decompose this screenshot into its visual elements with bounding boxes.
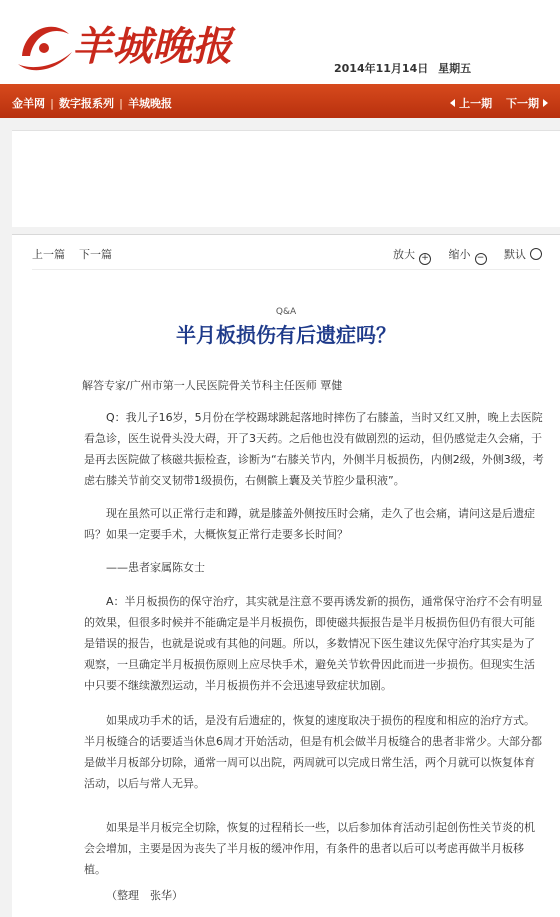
triangle-left-icon — [450, 99, 455, 107]
zoom-out-button[interactable] — [449, 248, 487, 261]
nav-link-digital-papers[interactable]: 数字报系列 — [59, 97, 115, 110]
article-paragraph: 如果是半月板完全切除，恢复的过程稍长一些，以后参加体育活动引起创伤性关节炎的机会会增加，主要是因为丧失了半月板的缓冲作用，有条件的患者以后可以考虑再做半月板移植。 — [84, 821, 535, 876]
zoom-default-label: 默认 — [504, 248, 526, 261]
article-paragraph: 如果成功手术的话，是没有后遗症的，恢复的速度取决于损伤的程度和相应的治疗方式。半月板缝合的话要适当休息6周才开始活动，但是有机会做半月板缝合的患者非常少。大部分都是做半月板部分切除，通常一周可以出院，两周就可以完成日常生活，两个月就可以恢复体育活动，以后与常人无异。 — [84, 714, 542, 790]
article-paragraph: A：半月板损伤的保守治疗，其实就是注意不要再诱发新的损伤，通常保守治疗不会有明显的效果，但很多时候并不能确定是半月板损伤，即使磁共振报告是半月板损伤但仍有很大可能是错误的报告，也就是说或有其他的问题。所以，多数情况下医生建议先保守治疗其实是为了观察，一旦确定半月板损伤原则上应尽快手术，避免关节软骨因此而进一步损伤。但现实生活中只要不继续激烈运动，半月板损伤并不会迅速导致症状加剧。 — [84, 595, 543, 692]
date-text: 2014年11月14日 — [334, 62, 429, 75]
weekday-text: 星期五 — [438, 62, 472, 75]
zoom-in-label: 放大 — [393, 248, 415, 261]
svg-text:羊城晚报: 羊城晚报 — [72, 23, 232, 70]
zoom-controls — [379, 246, 542, 265]
next-issue-button[interactable] — [506, 97, 548, 110]
zoom-default-button[interactable] — [504, 248, 542, 261]
article-paragraph: Q：我儿子16岁，5月份在学校踢球跳起落地时摔伤了右膝盖，当时又红又肿，晚上去医院看急诊，医生说骨头没大碍，开了3天药。之后他也没有做剧烈的运动，但仍感觉走久会痛，于是再去医院做了核磁共振检查，诊断为“右膝关节内，外侧半月板损伤，内侧2级，外侧3级，考虑右膝关节前交叉韧带1级损伤，右侧髌上囊及关节腔少量积液”。 — [84, 411, 544, 487]
article-panel — [12, 234, 560, 917]
article-paragraph: 现在虽然可以正常行走和蹲，就是膝盖外侧按压时会痛，走久了也会痛，请问这是后遗症吗？如果一定要手术，大概恢复正常行走要多长时间？ — [84, 507, 535, 541]
site-header — [0, 0, 560, 84]
article-paragraph: ——患者家属陈女士 — [106, 561, 205, 574]
prev-issue-button[interactable] — [450, 97, 492, 110]
article-title: 半月板损伤有后遗症吗？ — [176, 323, 396, 347]
brand-logo-mark — [14, 8, 244, 78]
nav-link-jinyang[interactable]: 金羊网 — [12, 97, 45, 110]
date-line — [334, 60, 471, 76]
top-nav-bar — [0, 84, 560, 118]
nav-separator: | — [119, 97, 124, 110]
article-label: Q&A — [275, 307, 297, 317]
zoom-in-button[interactable] — [393, 248, 431, 261]
minus-circle-icon: − — [475, 253, 487, 265]
nav-separator: | — [50, 97, 55, 110]
prev-article-link[interactable]: 上一篇 — [32, 248, 65, 261]
banner-area — [12, 130, 560, 227]
circle-icon — [530, 248, 542, 260]
nav-link-ycwb[interactable]: 羊城晚报 — [128, 97, 173, 110]
article-author: 解答专家/广州市第一人民医院骨关节科主任医师 覃健 — [82, 379, 343, 392]
brand-logo[interactable] — [14, 8, 244, 78]
article-nav — [32, 246, 126, 262]
divider — [32, 269, 540, 270]
triangle-right-icon — [543, 99, 548, 107]
issue-nav — [440, 95, 548, 111]
plus-circle-icon: + — [419, 253, 431, 265]
prev-issue-label: 上一期 — [459, 97, 493, 110]
article-signature: （整理 张华） — [106, 889, 183, 902]
nav-links — [12, 95, 172, 111]
zoom-out-label: 缩小 — [448, 248, 471, 261]
next-article-link[interactable]: 下一篇 — [79, 248, 112, 261]
next-issue-label: 下一期 — [506, 97, 539, 110]
